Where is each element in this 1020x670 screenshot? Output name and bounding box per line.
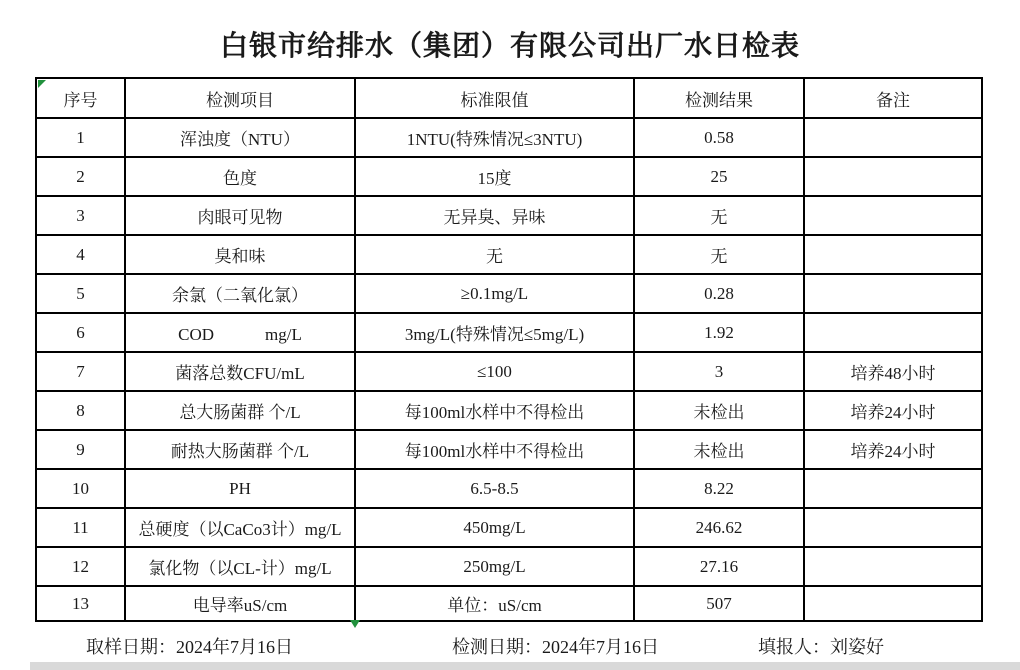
table-cell (804, 118, 982, 157)
table-header-row (36, 78, 982, 118)
excel-error-indicator-icon (38, 80, 46, 88)
table-row (36, 157, 982, 196)
table-row (36, 196, 982, 235)
table-cell: 色度 (125, 157, 355, 196)
table-cell: 250mg/L (355, 547, 634, 586)
daily-inspection-table (35, 77, 983, 622)
table-cell: 电导率uS/cm (125, 586, 355, 621)
table-cell: 浑浊度（NTU） (125, 118, 355, 157)
table-row (36, 547, 982, 586)
table-cell: 8 (36, 391, 125, 430)
table-row (36, 352, 982, 391)
table-cell: 6.5-8.5 (355, 469, 634, 508)
table-cell: 13 (36, 586, 125, 621)
table-cell (804, 547, 982, 586)
table-cell: 未检出 (634, 430, 804, 469)
table-body (36, 118, 982, 621)
reporter-label: 填报人：刘姿好 (758, 637, 884, 657)
table-cell: 臭和味 (125, 235, 355, 274)
table-cell: 1.92 (634, 313, 804, 352)
column-header: 检测项目 (125, 78, 355, 118)
table-cell: 11 (36, 508, 125, 547)
table-row (36, 430, 982, 469)
column-header: 标准限值 (355, 78, 634, 118)
table-cell: COD mg/L (125, 313, 355, 352)
table-cell: 每100ml水样中不得检出 (355, 391, 634, 430)
table-cell: 450mg/L (355, 508, 634, 547)
table-cell: 单位：uS/cm (355, 586, 634, 621)
column-header: 检测结果 (634, 78, 804, 118)
table-cell: 3 (36, 196, 125, 235)
table-cell: 无 (355, 235, 634, 274)
table-cell: 耐热大肠菌群 个/L (125, 430, 355, 469)
table-row (36, 118, 982, 157)
table-cell: 25 (634, 157, 804, 196)
table-cell: 无异臭、异味 (355, 196, 634, 235)
table-cell (804, 235, 982, 274)
table-cell: 未检出 (634, 391, 804, 430)
table-row (36, 274, 982, 313)
table-row (36, 313, 982, 352)
table-cell: 总大肠菌群 个/L (125, 391, 355, 430)
table-cell: 余氯（二氧化氯） (125, 274, 355, 313)
table-cell: ≤100 (355, 352, 634, 391)
table-cell: 12 (36, 547, 125, 586)
test-date-label: 检测日期：2024年7月16日 (452, 637, 659, 657)
table-cell (804, 157, 982, 196)
page-title: 白银市给排水（集团）有限公司出厂水日检表 (219, 31, 800, 62)
table-cell: 10 (36, 469, 125, 508)
table-cell (804, 313, 982, 352)
table-cell: 肉眼可见物 (125, 196, 355, 235)
footer (0, 633, 1020, 659)
table-cell: 培养24小时 (804, 391, 982, 430)
table-row (36, 391, 982, 430)
table-cell: 7 (36, 352, 125, 391)
table-cell: 2 (36, 157, 125, 196)
table-cell: 246.62 (634, 508, 804, 547)
table-cell: 27.16 (634, 547, 804, 586)
table-cell (804, 508, 982, 547)
table-cell: 菌落总数CFU/mL (125, 352, 355, 391)
table-cell: 总硬度（以CaCo3计）mg/L (125, 508, 355, 547)
table-cell (804, 274, 982, 313)
table-cell: 4 (36, 235, 125, 274)
table-cell: 培养48小时 (804, 352, 982, 391)
table-row (36, 469, 982, 508)
table-cell: 507 (634, 586, 804, 621)
table-cell: 培养24小时 (804, 430, 982, 469)
table-cell: ≥0.1mg/L (355, 274, 634, 313)
table-cell: 无 (634, 196, 804, 235)
sampling-date-label: 取样日期：2024年7月16日 (86, 637, 293, 657)
table-cell: 每100ml水样中不得检出 (355, 430, 634, 469)
table-cell (804, 196, 982, 235)
table-row (36, 508, 982, 547)
table-cell (804, 469, 982, 508)
table-cell: 3mg/L(特殊情况≤5mg/L) (355, 313, 634, 352)
column-header: 序号 (36, 78, 125, 118)
table-cell: 5 (36, 274, 125, 313)
table-cell: 氯化物（以CL-计）mg/L (125, 547, 355, 586)
table-cell: PH (125, 469, 355, 508)
column-header: 备注 (804, 78, 982, 118)
table-cell: 1 (36, 118, 125, 157)
table-cell: 0.28 (634, 274, 804, 313)
table-row (36, 586, 982, 621)
table-cell: 8.22 (634, 469, 804, 508)
table-cell: 0.58 (634, 118, 804, 157)
table-cell: 1NTU(特殊情况≤3NTU) (355, 118, 634, 157)
table-row (36, 235, 982, 274)
scrollbar-track[interactable] (30, 662, 1020, 670)
table-cell: 6 (36, 313, 125, 352)
table-cell: 9 (36, 430, 125, 469)
table-cell: 3 (634, 352, 804, 391)
table-cell: 15度 (355, 157, 634, 196)
cell-marker-icon (350, 620, 360, 628)
table-cell (804, 586, 982, 621)
table-cell: 无 (634, 235, 804, 274)
